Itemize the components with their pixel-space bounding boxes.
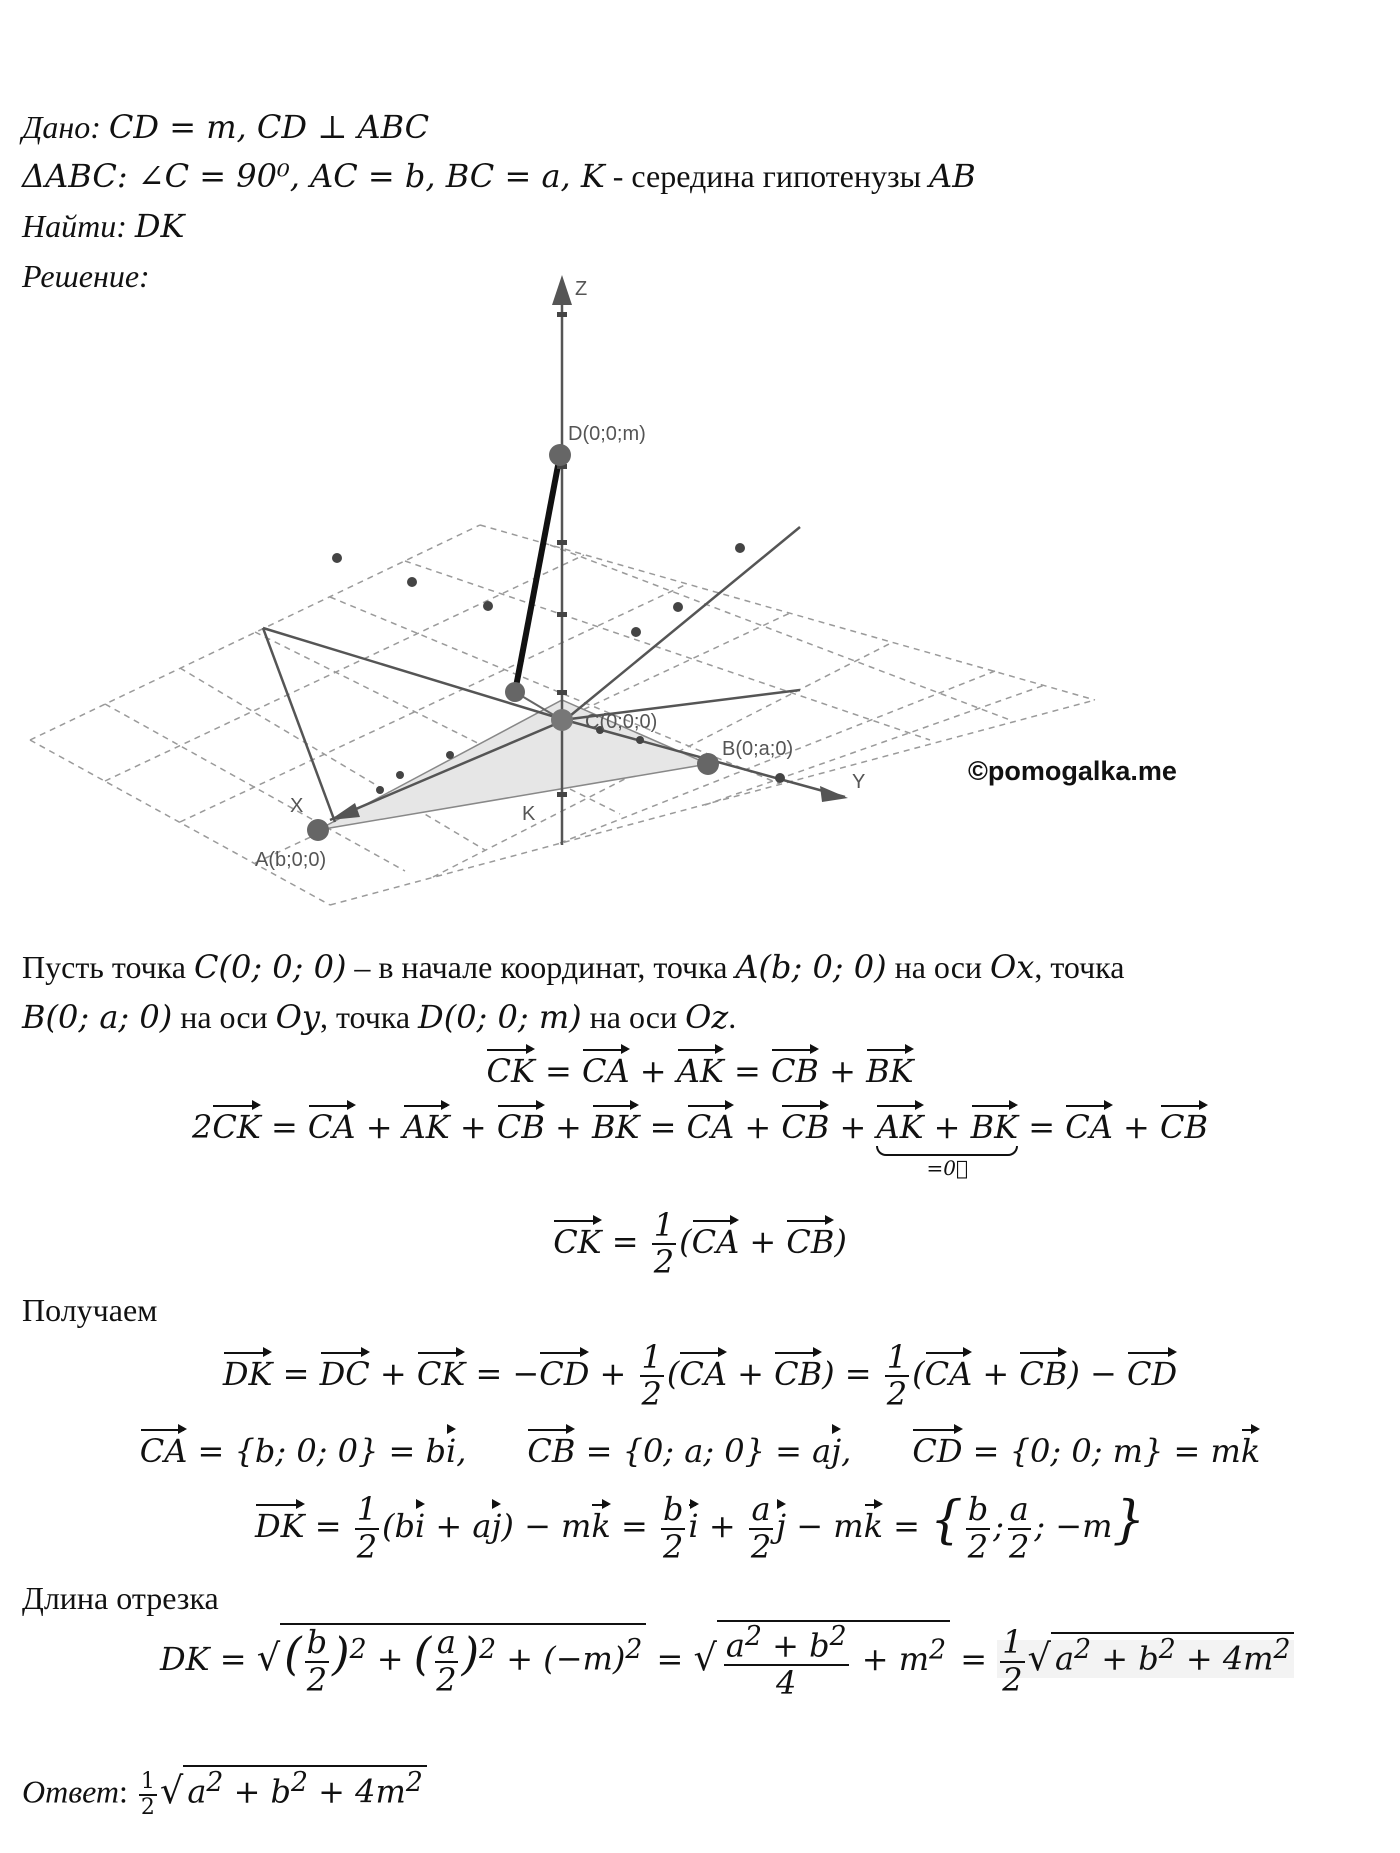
vec-cb: CB (1019, 1354, 1068, 1393)
vec-ak: AK (402, 1108, 450, 1146)
vec-cb: CB (786, 1222, 835, 1261)
numerator: 1 (139, 1770, 157, 1796)
vec-cb: CB (770, 1052, 819, 1090)
solution-label: Решение (22, 258, 140, 294)
vec-ak: AK (876, 1108, 924, 1146)
z-axis-label: Z (575, 278, 588, 300)
vec-dc: DC (319, 1354, 370, 1393)
vec-cb: CB (1159, 1108, 1208, 1146)
vec-ca: CA (582, 1052, 630, 1090)
answer-fraction (139, 1770, 157, 1820)
dk-label: DK (160, 1640, 210, 1679)
result-box: $\frac{1}{2}$ √ $a^2 + b^2 + 4m^2$ (997, 1640, 1294, 1678)
equation-5: CA = {b; 0; 0} = bi, CB = {0; a; 0} = aj, CD = {0; 0; m} = mk (139, 1432, 1261, 1470)
vec-cb: CB (781, 1108, 830, 1146)
point-k-label: K (522, 803, 536, 825)
para-text-6: , точка (319, 999, 419, 1035)
numerator: 1 (641, 1338, 662, 1376)
para-text-3: на оси (886, 949, 991, 985)
axis-ox: Ox (990, 948, 1035, 986)
equation-4: DK = DC + CK = −CD + $\frac{1}{2}$ (CA + CB) = $\frac{1}{2}$ (CA + CB) − CD (222, 1338, 1178, 1414)
denominator: 2 (140, 1795, 155, 1821)
zero-vector-label: =0⃗ (926, 1156, 969, 1180)
para-text-4: , точка (1034, 949, 1125, 985)
y-axis-arrow (820, 786, 848, 802)
vec-ck: CK (553, 1222, 602, 1261)
vec-ck: CK (416, 1354, 466, 1393)
fraction-half (355, 1492, 379, 1564)
answer-label: Ответ (22, 1773, 119, 1810)
watermark: ©pomogalka.me (968, 756, 1177, 786)
answer-line: Ответ: $\frac{1}{2}$ √ $a^2 + b^2 + 4m^2$ (22, 1765, 427, 1821)
point-d (549, 444, 571, 466)
point-a-coord: A(b; 0; 0) (735, 948, 887, 986)
given-triangle-line (22, 157, 976, 195)
given-condition-1: CD = m, CD ⊥ ABC (108, 108, 430, 146)
equation-1: CK = CA + AK = CB + BK (486, 1052, 914, 1090)
point-k (505, 682, 525, 702)
given-condition-2: ΔABC: ∠C = 90⁰, AC = b, BC = a, K (22, 157, 605, 195)
point-b (697, 753, 719, 775)
vec-ca: CA (691, 1222, 740, 1261)
point-c (551, 709, 573, 731)
vec-cb: CB (527, 1432, 576, 1470)
fraction-half (640, 1340, 664, 1412)
para-text-8: . (728, 999, 737, 1035)
length-label: Длина отрезка (22, 1580, 219, 1616)
equation-6: DK = $\frac{1}{2}$ (bi + aj) − mk = $\frac{b}{2}$ i + $\frac{a}{2}$ j − mk = { $\frac{b}{2}$ ; $\frac{a}{2}$ ; −m} (254, 1490, 1146, 1566)
vec-bk: BK (866, 1052, 914, 1090)
axis-oz: Oz (685, 998, 729, 1036)
z-axis-arrow (552, 275, 572, 305)
point-d-label: D(0;0;m) (568, 423, 646, 445)
denominator: 2 (653, 1243, 675, 1282)
vec-cb: CB (774, 1354, 823, 1393)
find-label: Найти (22, 208, 117, 244)
point-b-label: B(0;a;0) (722, 738, 794, 760)
fraction-half (652, 1208, 676, 1280)
numerator: 1 (356, 1490, 378, 1529)
vec-ca: CA (139, 1432, 188, 1470)
vec-ca: CA (1065, 1108, 1113, 1146)
vec-dk: DK (222, 1354, 273, 1393)
numerator: 1 (886, 1338, 908, 1376)
axis-oy: Oy (275, 998, 320, 1036)
para-text-7: на оси (581, 999, 686, 1035)
vec-cd: CD (912, 1432, 963, 1470)
x-axis-label: X (290, 795, 304, 817)
equation-7: DK = √( $\frac{b}{2}$ )$^2$ + ( $\frac{a}{2}$ )$^2 + (-m)^2$ = √ $\frac{a^2 + b^2}{4}$ + $m^2$ = $\frac{1}{2}$ √ $a^2 + b^2 + 4m^2$ (160, 1620, 1294, 1701)
vec-ck: CK (212, 1108, 261, 1146)
solution-heading: Решение: (22, 258, 150, 294)
coordinate-figure (0, 278, 1400, 920)
vec-ca: CA (686, 1108, 735, 1146)
denominator: 2 (356, 1527, 378, 1566)
numerator: 1 (1002, 1623, 1023, 1662)
vec-cd: CD (1127, 1354, 1178, 1393)
fraction-b-2: $\frac{b}{2}$ (662, 1490, 684, 1566)
find-value: DK (134, 207, 185, 245)
point-c-coord: C(0; 0; 0) (193, 948, 347, 986)
vec-bk: BK (592, 1108, 640, 1146)
fraction-a-2: $\frac{a}{2}$ (750, 1490, 772, 1566)
equation-3: CK = $\frac{1}{2}$ (CA + CB) (553, 1206, 847, 1282)
point-d-coord: D(0; 0; m) (418, 998, 582, 1036)
para-text-2: – в начале координат, точка (346, 949, 736, 985)
vec-cb: CB (496, 1108, 545, 1146)
given-hypotenuse: AB (929, 157, 976, 195)
vec-ck: CK (486, 1052, 535, 1090)
segment-dk (515, 455, 560, 692)
given-line: Дано: CD = m, CD ⊥ ABC (22, 108, 430, 146)
point-a-label: A(b;0;0) (255, 849, 327, 871)
paragraph-line-1 (22, 948, 1124, 986)
given-label: Дано (22, 109, 91, 145)
paragraph-line-2 (22, 998, 736, 1036)
para-text-1: Пусть точка (22, 949, 194, 985)
vec-ca: CA (924, 1354, 973, 1393)
underbrace: AK + BK =0⃗ (876, 1108, 1019, 1180)
vec-cd: CD (539, 1354, 590, 1393)
point-c-label: C(0;0;0) (585, 711, 658, 733)
numerator: 1 (653, 1206, 675, 1244)
vec-bk: BK (970, 1108, 1019, 1146)
y-axis-label: Y (852, 771, 866, 793)
vec-ca: CA (679, 1354, 727, 1393)
vec-ca: CA (307, 1108, 356, 1146)
point-b-coord: B(0; a; 0) (22, 998, 173, 1036)
equation-2: 2CK = CA + AK + CB + BK = CA + CB + AK + BK =0⃗ = CA + CB (192, 1108, 1208, 1180)
fraction-half (885, 1340, 909, 1412)
para-text-5: на оси (172, 999, 276, 1035)
find-line: Найти: DK (22, 207, 185, 245)
denominator: 2 (641, 1375, 662, 1414)
point-a (307, 819, 329, 841)
denominator: 2 (886, 1375, 908, 1414)
vec-dk: DK (254, 1507, 305, 1545)
coef-2: 2 (192, 1108, 213, 1146)
denominator: 2 (1002, 1660, 1023, 1699)
given-condition-2-text: - середина гипотенузы (604, 158, 930, 194)
get-label: Получаем (22, 1292, 158, 1328)
vec-ak: AK (676, 1052, 724, 1090)
